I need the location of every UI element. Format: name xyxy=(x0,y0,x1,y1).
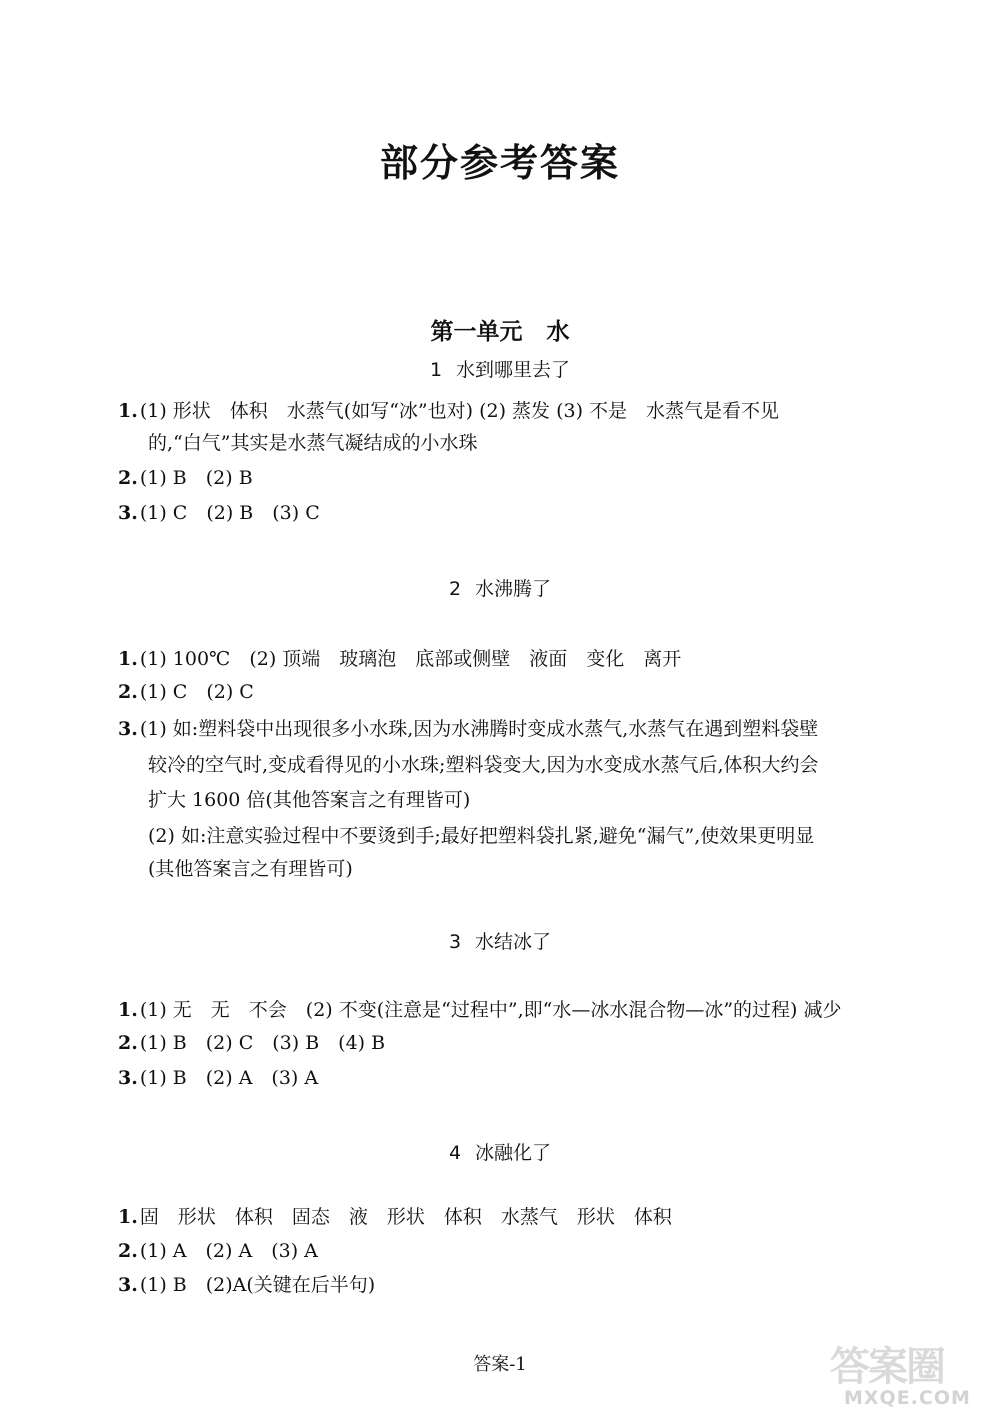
lesson-title xyxy=(0,1138,1000,1165)
answer-line xyxy=(118,396,918,426)
answer-line xyxy=(148,428,948,458)
question-number: 1. xyxy=(118,1206,138,1228)
question-number: 2. xyxy=(118,467,138,489)
answer-line xyxy=(118,1063,918,1093)
question-number: 2. xyxy=(118,1240,138,1262)
answer-line xyxy=(118,1202,918,1232)
unit-title xyxy=(0,313,1000,346)
answer-line xyxy=(148,821,948,851)
question-number: 1. xyxy=(118,648,138,670)
page-title: 部分参考答案 xyxy=(379,141,620,185)
question-number: 3. xyxy=(118,718,138,740)
answer-line xyxy=(118,677,918,707)
question-number: 3. xyxy=(118,1274,138,1296)
answer-text: (1) A (2) A (3) A xyxy=(139,1240,318,1262)
answer-line xyxy=(118,1236,918,1266)
lesson-name: 水结冰了 xyxy=(475,931,552,953)
answer-text: 较冷的空气时,变成看得见的小水珠;塑料袋变大,因为水变成水蒸气后,体积大约会 xyxy=(148,754,819,776)
answer-text: (1) B (2) C (3) B (4) B xyxy=(139,1032,386,1054)
answer-line xyxy=(118,1028,918,1058)
question-number: 1. xyxy=(118,400,138,422)
answer-text: (1) B (2)A(关键在后半句) xyxy=(139,1274,376,1296)
answer-text: 扩大 1600 倍(其他答案言之有理皆可) xyxy=(148,789,471,811)
lesson-name: 冰融化了 xyxy=(475,1142,552,1164)
watermark-url: MXQE.COM xyxy=(844,1387,971,1409)
answer-text: (1) C (2) B (3) C xyxy=(139,502,320,524)
answer-line xyxy=(118,644,918,674)
lesson-name: 水沸腾了 xyxy=(475,578,552,600)
lesson-title xyxy=(0,927,1000,954)
answer-line xyxy=(118,714,918,744)
lesson-number: 1 xyxy=(429,359,443,381)
question-number: 2. xyxy=(118,1032,138,1054)
question-number: 3. xyxy=(118,502,138,524)
answer-text: (1) 形状 体积 水蒸气(如写“冰”也对) (2) 蒸发 (3) 不是 水蒸气是看不见 xyxy=(139,400,780,422)
answer-line xyxy=(118,498,918,528)
watermark-glyphs: 答案圈 xyxy=(830,1344,944,1390)
lesson-number: 3 xyxy=(448,931,462,953)
answer-text: 固 形状 体积 固态 液 形状 体积 水蒸气 形状 体积 xyxy=(139,1206,672,1228)
question-number: 1. xyxy=(118,999,138,1021)
answer-text: (1) C (2) C xyxy=(139,681,254,703)
lesson-name: 水到哪里去了 xyxy=(456,359,571,381)
watermark-logo xyxy=(830,1335,990,1415)
page-footer: 答案-1 xyxy=(473,1354,527,1375)
lesson-title xyxy=(0,574,1000,601)
answer-text: (2) 如:注意实验过程中不要烫到手;最好把塑料袋扎紧,避免“漏气”,使效果更明显 xyxy=(148,825,815,847)
answer-line xyxy=(118,1270,918,1300)
answer-text: (1) 如:塑料袋中出现很多小水珠,因为水沸腾时变成水蒸气,水蒸气在遇到塑料袋壁 xyxy=(139,718,819,740)
lesson-number: 4 xyxy=(448,1142,462,1164)
question-number: 3. xyxy=(118,1067,138,1089)
answer-line xyxy=(148,854,948,884)
answer-text: (其他答案言之有理皆可) xyxy=(148,858,353,880)
unit-label: 第一单元 xyxy=(430,319,523,345)
answer-line xyxy=(118,995,918,1025)
question-number: 2. xyxy=(118,681,138,703)
unit-name: 水 xyxy=(546,319,570,345)
answer-line xyxy=(148,750,948,780)
answer-text: (1) B (2) B xyxy=(139,467,253,489)
answer-text: 的,“白气”其实是水蒸气凝结成的小水珠 xyxy=(148,432,478,454)
answer-line xyxy=(118,463,918,493)
answer-text: (1) 无 无 不会 (2) 不变(注意是“过程中”,即“水—冰水混合物—冰”的过程) 减少 xyxy=(139,999,842,1021)
lesson-title xyxy=(0,355,1000,382)
answer-text: (1) B (2) A (3) A xyxy=(139,1067,319,1089)
answer-text: (1) 100℃ (2) 顶端 玻璃泡 底部或侧壁 液面 变化 离开 xyxy=(139,648,682,670)
lesson-number: 2 xyxy=(448,578,462,600)
answer-line xyxy=(148,785,948,815)
